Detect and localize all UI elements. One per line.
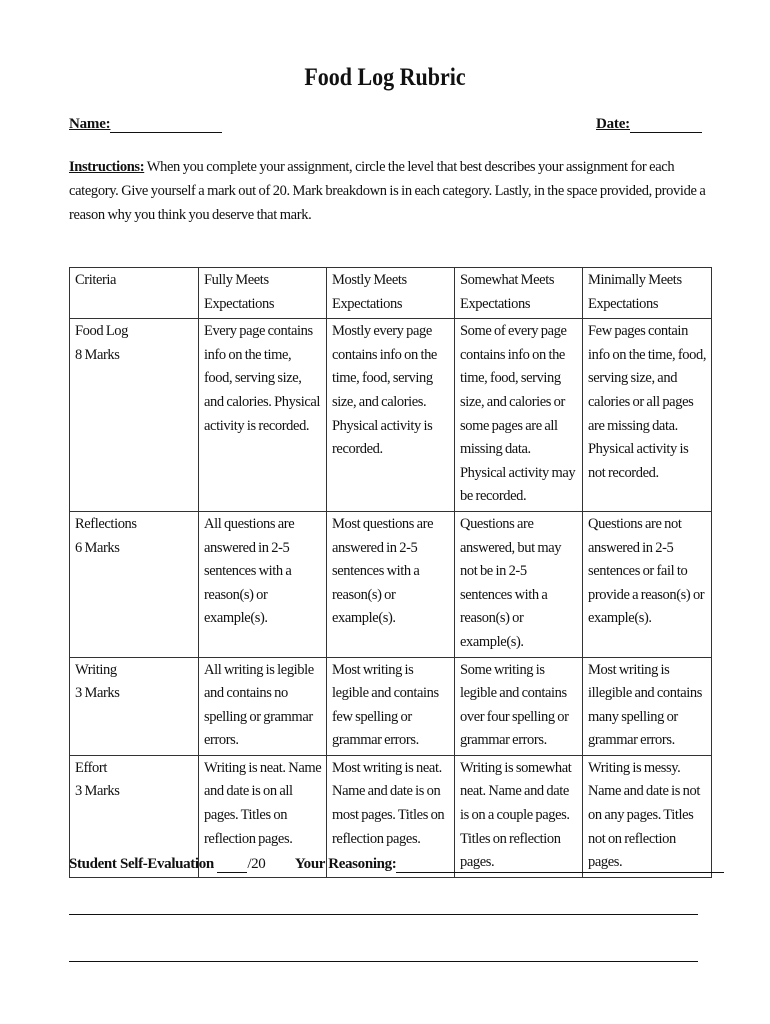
header-cell-fully-meets: Fully Meets Expectations xyxy=(199,268,327,319)
rubric-cell[interactable]: Every page contains info on the time, food, serving size, and calories. Physical activity is recorded. xyxy=(199,319,327,512)
rubric-cell[interactable]: Writing is neat. Name and date is on all pages. Titles on reflection pages. xyxy=(199,755,327,877)
rubric-cell[interactable]: All writing is legible and contains no spelling or grammar errors. xyxy=(199,657,327,755)
reasoning-blank[interactable] xyxy=(396,858,724,873)
header-cell-mostly-meets: Mostly Meets Expectations xyxy=(327,268,455,319)
name-field[interactable] xyxy=(69,116,222,133)
instructions-lead: Instructions: xyxy=(69,159,145,175)
rubric-row-reflections xyxy=(70,511,712,657)
criterion-name: Writing xyxy=(75,661,117,678)
self-evaluation-row xyxy=(69,856,699,873)
rubric-cell[interactable]: Most questions are answered in 2-5 sentences with a reason(s) or example(s). xyxy=(327,511,455,657)
criterion-marks: 8 Marks xyxy=(75,346,120,363)
page-title: Food Log Rubric xyxy=(304,64,466,91)
criterion-name: Reflections xyxy=(75,515,137,532)
rubric-cell[interactable]: Most writing is illegible and contains many spelling or grammar errors. xyxy=(583,657,712,755)
score-blank[interactable] xyxy=(217,858,247,873)
header-cell-minimally-meets: Minimally Meets Expectations xyxy=(583,268,712,319)
rubric-cell[interactable]: Some of every page contains info on the time, food, serving size, and calories or some pages are all missing data. Physical activity may be recorded. xyxy=(455,319,583,512)
rubric-cell[interactable]: Few pages contain info on the time, food, serving size, and calories or all pages are missing data. Physical activity is not recorded. xyxy=(583,319,712,512)
rubric-cell[interactable]: Writing is somewhat neat. Name and date is on a couple pages. Titles on reflection pages. xyxy=(455,755,583,877)
instructions xyxy=(69,155,709,227)
date-label: Date: xyxy=(596,116,630,132)
criterion-name: Effort xyxy=(75,759,107,776)
header-cell-criteria: Criteria xyxy=(70,268,199,319)
rubric-cell[interactable]: Questions are answered, but may not be in 2-5 sentences with a reason(s) or example(s). xyxy=(455,511,583,657)
criterion-cell xyxy=(70,511,199,657)
criterion-marks: 3 Marks xyxy=(75,685,120,702)
criterion-marks: 3 Marks xyxy=(75,783,120,800)
name-label: Name: xyxy=(69,116,111,132)
score-total: /20 xyxy=(247,856,266,872)
rubric-cell[interactable]: All questions are answered in 2-5 sentences with a reason(s) or example(s). xyxy=(199,511,327,657)
header-cell-somewhat-meets: Somewhat Meets Expectations xyxy=(455,268,583,319)
rubric-row-food-log xyxy=(70,319,712,512)
criterion-cell xyxy=(70,319,199,512)
criterion-name: Food Log xyxy=(75,323,128,340)
rubric-table xyxy=(69,267,712,878)
reasoning-label: Your Reasoning: xyxy=(294,856,397,872)
rubric-header-row xyxy=(70,268,712,319)
rubric-cell[interactable]: Writing is messy. Name and date is not on any pages. Titles not on reflection pages. xyxy=(583,755,712,877)
instructions-text: When you complete your assignment, circle the level that best describes your assignment for each category. Give yourself a mark out of 20. Mark breakdown is in each category. Lastly, in the space provided, provide a reason why you think you deserve that mark. xyxy=(69,159,706,223)
date-field[interactable] xyxy=(596,116,702,133)
rubric-cell[interactable]: Mostly every page contains info on the time, food, serving size, and calories. Physical activity is recorded. xyxy=(327,319,455,512)
rubric-cell[interactable]: Most writing is legible and contains few spelling or grammar errors. xyxy=(327,657,455,755)
rubric-row-writing xyxy=(70,657,712,755)
criterion-cell xyxy=(70,657,199,755)
reasoning-line[interactable] xyxy=(69,961,698,962)
rubric-cell[interactable]: Some writing is legible and contains over four spelling or grammar errors. xyxy=(455,657,583,755)
rubric-cell[interactable]: Most writing is neat. Name and date is on most pages. Titles on reflection pages. xyxy=(327,755,455,877)
self-eval-label: Student Self-Evaluation xyxy=(69,856,214,872)
date-blank[interactable] xyxy=(630,117,702,133)
reasoning-line[interactable] xyxy=(69,914,698,915)
name-blank[interactable] xyxy=(110,117,222,133)
rubric-cell[interactable]: Questions are not answered in 2-5 sentences or fail to provide a reason(s) or example(s). xyxy=(583,511,712,657)
criterion-marks: 6 Marks xyxy=(75,539,120,556)
